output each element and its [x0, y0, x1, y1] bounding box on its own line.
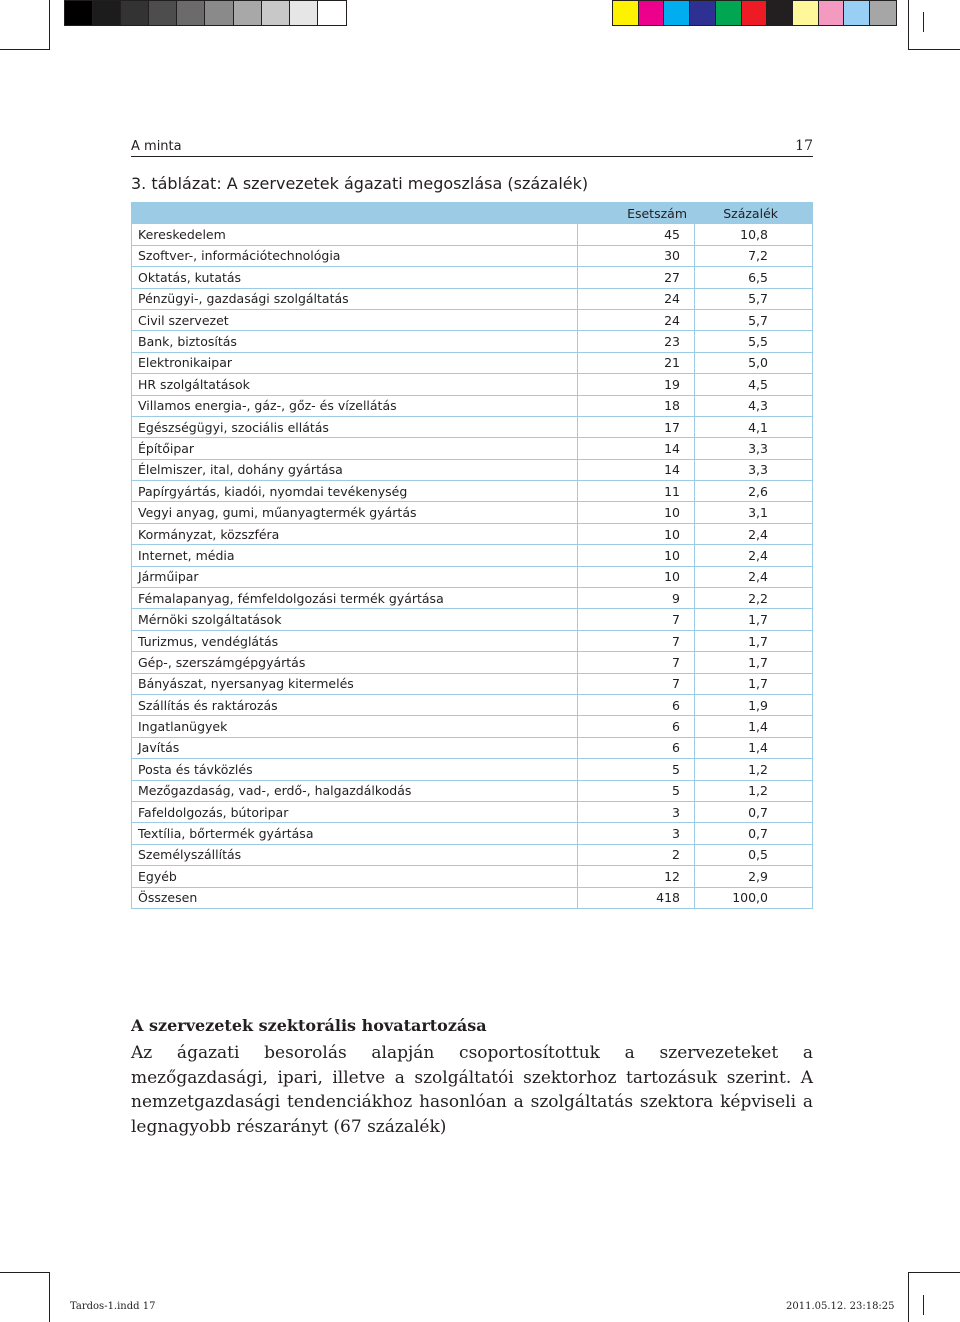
color-swatch: [870, 1, 896, 25]
sector-cell: Szoftver-, információtechnológia: [132, 245, 578, 266]
sector-cell: Elektronikaipar: [132, 352, 578, 373]
sector-cell: Kormányzat, közszféra: [132, 523, 578, 544]
table-header-row: [132, 203, 813, 224]
color-calibration-bar: [612, 0, 897, 26]
sector-cell: HR szolgáltatások: [132, 374, 578, 395]
count-cell: 14: [578, 438, 695, 459]
percent-cell: 5,0: [695, 352, 813, 373]
percent-cell: 1,7: [695, 673, 813, 694]
color-swatch: [742, 1, 768, 25]
sector-cell: Bányászat, nyersanyag kitermelés: [132, 673, 578, 694]
table-row: [132, 224, 813, 245]
table-row: [132, 374, 813, 395]
percent-cell: 0,7: [695, 801, 813, 822]
crop-mark: [49, 1272, 50, 1322]
sector-cell: Textília, bőrtermék gyártása: [132, 823, 578, 844]
percent-cell: 0,5: [695, 844, 813, 865]
section-paragraph: Az ágazati besorolás alapján csoportosítottuk a szervezeteket a mezőgazdasági, ipari, illetve a szolgáltatói szektorhoz tartozásuk szerint. A nemzetgazdasági tendenciákhoz hasonlóan a szolgáltatás szektora képviseli a legnagyobb részarányt (67 százalék): [131, 1043, 813, 1137]
sector-cell: Fafeldolgozás, bútoripar: [132, 801, 578, 822]
count-cell: 5: [578, 759, 695, 780]
color-swatch: [819, 1, 845, 25]
sector-cell: Papírgyártás, kiadói, nyomdai tevékenység: [132, 481, 578, 502]
sector-cell: Fémalapanyag, fémfeldolgozási termék gyártása: [132, 588, 578, 609]
count-cell: 3: [578, 801, 695, 822]
table-row: [132, 887, 813, 908]
sector-cell: Kereskedelem: [132, 224, 578, 245]
percent-cell: 1,4: [695, 716, 813, 737]
section-heading: A szervezetek szektorális hovatartozása: [131, 1016, 487, 1035]
sector-cell: Egészségügyi, szociális ellátás: [132, 416, 578, 437]
count-cell: 5: [578, 780, 695, 801]
count-cell: 6: [578, 694, 695, 715]
sector-cell: Turizmus, vendéglátás: [132, 630, 578, 651]
crop-mark: [908, 1272, 960, 1273]
percent-cell: 0,7: [695, 823, 813, 844]
column-header-count: Esetszám: [578, 203, 695, 224]
body-section: [131, 1016, 813, 1139]
file-slug: Tardos-1.indd 17: [70, 1301, 156, 1312]
table-row: [132, 673, 813, 694]
percent-cell: 1,7: [695, 630, 813, 651]
table-row: [132, 780, 813, 801]
count-cell: 17: [578, 416, 695, 437]
sector-cell: Oktatás, kutatás: [132, 267, 578, 288]
color-swatch: [844, 1, 870, 25]
percent-cell: 2,2: [695, 588, 813, 609]
sector-cell: Mezőgazdaság, vad-, erdő-, halgazdálkodás: [132, 780, 578, 801]
sector-cell: Élelmiszer, ital, dohány gyártása: [132, 459, 578, 480]
color-swatch: [690, 1, 716, 25]
count-cell: 7: [578, 609, 695, 630]
percent-cell: 4,5: [695, 374, 813, 395]
count-cell: 23: [578, 331, 695, 352]
color-swatch: [613, 1, 639, 25]
count-cell: 12: [578, 866, 695, 887]
percent-cell: 4,1: [695, 416, 813, 437]
gray-swatch: [65, 1, 93, 25]
count-cell: 21: [578, 352, 695, 373]
table-row: [132, 566, 813, 587]
column-header-percent: Százalék: [695, 203, 813, 224]
percent-cell: 10,8: [695, 224, 813, 245]
gray-swatch: [121, 1, 149, 25]
column-header-sector: [132, 203, 578, 224]
count-cell: 418: [578, 887, 695, 908]
count-cell: 27: [578, 267, 695, 288]
count-cell: 10: [578, 523, 695, 544]
percent-cell: 2,9: [695, 866, 813, 887]
crop-mark: [49, 0, 50, 50]
count-cell: 7: [578, 652, 695, 673]
count-cell: 24: [578, 309, 695, 330]
sector-cell: Civil szervezet: [132, 309, 578, 330]
percent-cell: 5,7: [695, 288, 813, 309]
running-header: [131, 138, 813, 157]
table-row: [132, 844, 813, 865]
percent-cell: 4,3: [695, 395, 813, 416]
color-swatch: [664, 1, 690, 25]
table-row: [132, 866, 813, 887]
table-row: [132, 694, 813, 715]
grayscale-calibration-bar: [64, 0, 347, 26]
table-row: [132, 352, 813, 373]
percent-cell: 5,7: [695, 309, 813, 330]
count-cell: 10: [578, 566, 695, 587]
table-row: [132, 395, 813, 416]
count-cell: 10: [578, 545, 695, 566]
count-cell: 24: [578, 288, 695, 309]
percent-cell: 3,3: [695, 438, 813, 459]
sector-cell: Építőipar: [132, 438, 578, 459]
count-cell: 45: [578, 224, 695, 245]
table-row: [132, 801, 813, 822]
sector-cell: Villamos energia-, gáz-, gőz- és vízellátás: [132, 395, 578, 416]
percent-cell: 2,4: [695, 523, 813, 544]
percent-cell: 2,4: [695, 566, 813, 587]
gray-swatch: [93, 1, 121, 25]
sector-cell: Szállítás és raktározás: [132, 694, 578, 715]
percent-cell: 3,1: [695, 502, 813, 523]
sector-cell: Gép-, szerszámgépgyártás: [132, 652, 578, 673]
count-cell: 6: [578, 737, 695, 758]
color-swatch: [767, 1, 793, 25]
crop-mark: [0, 1272, 49, 1273]
count-cell: 30: [578, 245, 695, 266]
percent-cell: 2,6: [695, 481, 813, 502]
table-row: [132, 609, 813, 630]
registration-mark: [923, 12, 924, 32]
percent-cell: 5,5: [695, 331, 813, 352]
percent-cell: 100,0: [695, 887, 813, 908]
count-cell: 14: [578, 459, 695, 480]
percent-cell: 1,9: [695, 694, 813, 715]
table-row: [132, 309, 813, 330]
percent-cell: 6,5: [695, 267, 813, 288]
running-header-title: A minta: [131, 139, 182, 154]
table-row: [132, 523, 813, 544]
table-caption: 3. táblázat: A szervezetek ágazati megoszlása (százalék): [131, 174, 589, 193]
count-cell: 19: [578, 374, 695, 395]
gray-swatch: [290, 1, 318, 25]
table-row: [132, 416, 813, 437]
sector-cell: Pénzügyi-, gazdasági szolgáltatás: [132, 288, 578, 309]
table-row: [132, 267, 813, 288]
sector-cell: Vegyi anyag, gumi, műanyagtermék gyártás: [132, 502, 578, 523]
count-cell: 18: [578, 395, 695, 416]
color-swatch: [639, 1, 665, 25]
color-swatch: [793, 1, 819, 25]
percent-cell: 7,2: [695, 245, 813, 266]
sector-distribution-table: [131, 202, 813, 909]
sector-cell: Egyéb: [132, 866, 578, 887]
table-row: [132, 288, 813, 309]
table-row: [132, 331, 813, 352]
gray-swatch: [149, 1, 177, 25]
table-row: [132, 545, 813, 566]
crop-mark: [908, 49, 960, 50]
count-cell: 10: [578, 502, 695, 523]
count-cell: 6: [578, 716, 695, 737]
page-number: 17: [795, 138, 813, 154]
percent-cell: 1,7: [695, 652, 813, 673]
sector-cell: Javítás: [132, 737, 578, 758]
count-cell: 11: [578, 481, 695, 502]
table-row: [132, 245, 813, 266]
table-row: [132, 502, 813, 523]
crop-mark: [908, 0, 909, 50]
sector-cell: Bank, biztosítás: [132, 331, 578, 352]
table-row: [132, 459, 813, 480]
percent-cell: 3,3: [695, 459, 813, 480]
table-row: [132, 438, 813, 459]
registration-mark: [923, 1295, 924, 1315]
table-row: [132, 759, 813, 780]
crop-mark: [908, 1272, 909, 1322]
sector-cell: Ingatlanügyek: [132, 716, 578, 737]
table-row: [132, 737, 813, 758]
sector-cell: Személyszállítás: [132, 844, 578, 865]
timestamp-slug: 2011.05.12. 23:18:25: [786, 1301, 895, 1312]
count-cell: 2: [578, 844, 695, 865]
sector-cell: Összesen: [132, 887, 578, 908]
gray-swatch: [234, 1, 262, 25]
table-row: [132, 588, 813, 609]
gray-swatch: [262, 1, 290, 25]
crop-mark: [0, 49, 49, 50]
percent-cell: 2,4: [695, 545, 813, 566]
sector-cell: Internet, média: [132, 545, 578, 566]
percent-cell: 1,2: [695, 780, 813, 801]
sector-cell: Posta és távközlés: [132, 759, 578, 780]
gray-swatch: [318, 1, 346, 25]
gray-swatch: [177, 1, 205, 25]
percent-cell: 1,2: [695, 759, 813, 780]
gray-swatch: [205, 1, 233, 25]
color-swatch: [716, 1, 742, 25]
table-row: [132, 481, 813, 502]
table-row: [132, 630, 813, 651]
table-row: [132, 652, 813, 673]
sector-cell: Mérnöki szolgáltatások: [132, 609, 578, 630]
percent-cell: 1,4: [695, 737, 813, 758]
percent-cell: 1,7: [695, 609, 813, 630]
count-cell: 7: [578, 630, 695, 651]
count-cell: 7: [578, 673, 695, 694]
table-row: [132, 716, 813, 737]
table-row: [132, 823, 813, 844]
sector-cell: Járműipar: [132, 566, 578, 587]
count-cell: 9: [578, 588, 695, 609]
count-cell: 3: [578, 823, 695, 844]
